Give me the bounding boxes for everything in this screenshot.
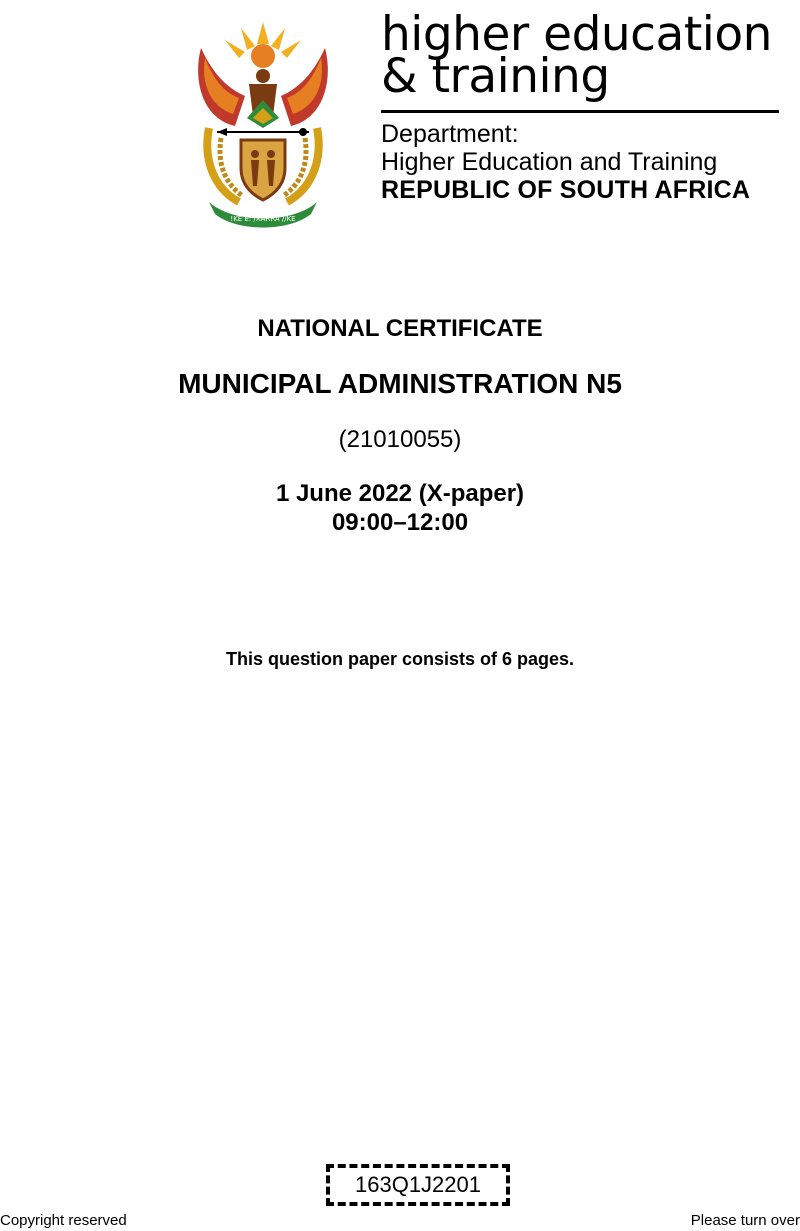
brand-line-2: & training (381, 49, 610, 104)
department-name: Higher Education and Training (381, 148, 718, 176)
motto-text: !KE E: /XARRA //KE (230, 215, 296, 223)
department-branding (381, 7, 791, 204)
brand-line-1: higher education (381, 7, 772, 62)
subject-title: MUNICIPAL ADMINISTRATION N5 (178, 368, 622, 399)
page-count-note: This question paper consists of 6 pages. (225, 649, 575, 669)
subject-code: (21010055) (338, 426, 462, 453)
brand-divider (381, 110, 779, 113)
turn-over-notice: Please turn over (690, 1212, 800, 1229)
copyright-notice: Copyright reserved (0, 1212, 127, 1229)
exam-date: 1 June 2022 (X-paper) (275, 480, 525, 507)
exam-time: 09:00–12:00 (331, 509, 469, 536)
paper-code-box: 163Q1J2201 (326, 1164, 510, 1206)
country-name: REPUBLIC OF SOUTH AFRICA (381, 176, 751, 204)
department-label: Department: (381, 120, 519, 148)
certificate-title: NATIONAL CERTIFICATE (257, 315, 543, 342)
coat-of-arms-icon (183, 18, 343, 230)
